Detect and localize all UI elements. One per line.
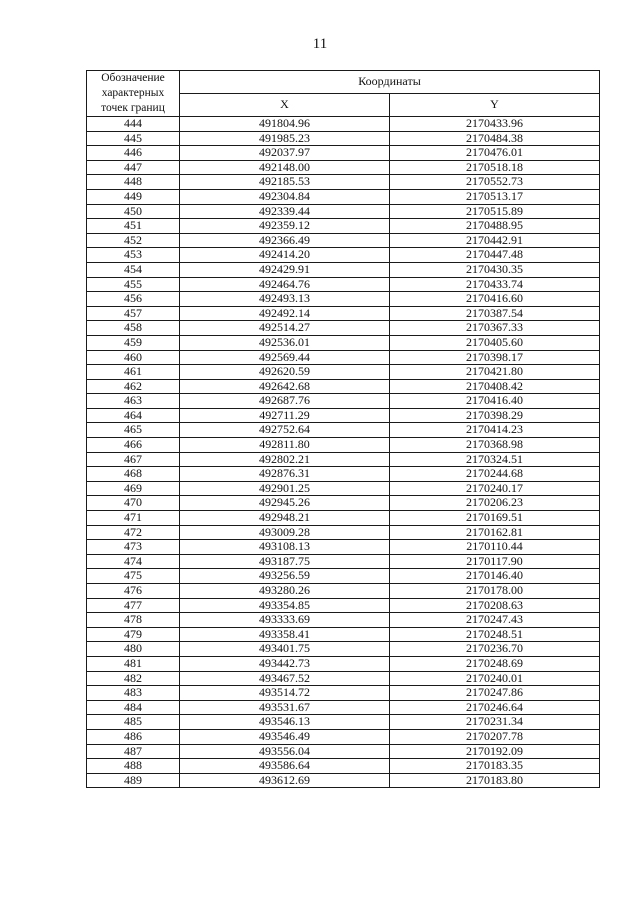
x-coordinate-cell: 492148.00 (180, 160, 390, 175)
point-cell: 452 (87, 233, 180, 248)
y-coordinate-cell: 2170488.95 (390, 219, 600, 234)
table-row (87, 394, 600, 409)
table-row (87, 481, 600, 496)
x-coordinate-cell: 493586.64 (180, 759, 390, 774)
point-cell: 460 (87, 350, 180, 365)
y-coordinate-cell: 2170247.86 (390, 686, 600, 701)
x-coordinate-cell: 493333.69 (180, 613, 390, 628)
x-coordinate-cell: 492901.25 (180, 481, 390, 496)
x-coordinate-cell: 493546.13 (180, 715, 390, 730)
table-row (87, 744, 600, 759)
y-coordinate-cell: 2170398.29 (390, 408, 600, 423)
table-row (87, 189, 600, 204)
y-coordinate-cell: 2170405.60 (390, 335, 600, 350)
y-coordinate-cell: 2170169.51 (390, 511, 600, 526)
y-coordinate-cell: 2170236.70 (390, 642, 600, 657)
table-row (87, 569, 600, 584)
y-coordinate-cell: 2170484.38 (390, 131, 600, 146)
point-cell: 472 (87, 525, 180, 540)
x-coordinate-cell: 493546.49 (180, 729, 390, 744)
y-coordinate-cell: 2170247.43 (390, 613, 600, 628)
x-coordinate-cell: 492414.20 (180, 248, 390, 263)
table-row (87, 379, 600, 394)
table-body (87, 117, 600, 788)
point-cell: 464 (87, 408, 180, 423)
y-coordinate-cell: 2170244.68 (390, 467, 600, 482)
page-number: 11 (312, 36, 328, 52)
table-row (87, 262, 600, 277)
table-row (87, 292, 600, 307)
table-row (87, 584, 600, 599)
x-coordinate-cell: 493401.75 (180, 642, 390, 657)
x-coordinate-cell: 493108.13 (180, 540, 390, 555)
point-cell: 451 (87, 219, 180, 234)
table-header (87, 71, 600, 117)
y-coordinate-cell: 2170207.78 (390, 729, 600, 744)
table-row (87, 598, 600, 613)
point-cell: 475 (87, 569, 180, 584)
y-coordinate-cell: 2170162.81 (390, 525, 600, 540)
point-cell: 483 (87, 686, 180, 701)
y-coordinate-cell: 2170192.09 (390, 744, 600, 759)
point-cell: 487 (87, 744, 180, 759)
point-cell: 446 (87, 146, 180, 161)
y-coordinate-cell: 2170246.64 (390, 700, 600, 715)
point-cell: 453 (87, 248, 180, 263)
table-row (87, 627, 600, 642)
coordinates-table (86, 70, 600, 788)
x-coordinate-cell: 492536.01 (180, 335, 390, 350)
x-coordinate-cell: 492359.12 (180, 219, 390, 234)
y-coordinate-cell: 2170110.44 (390, 540, 600, 555)
point-cell: 484 (87, 700, 180, 715)
table-row (87, 613, 600, 628)
x-coordinate-cell: 492185.53 (180, 175, 390, 190)
table-row (87, 335, 600, 350)
table-row (87, 117, 600, 132)
x-coordinate-cell: 492687.76 (180, 394, 390, 409)
x-coordinate-cell: 492037.97 (180, 146, 390, 161)
point-cell: 477 (87, 598, 180, 613)
x-coordinate-cell: 491804.96 (180, 117, 390, 132)
point-cell: 455 (87, 277, 180, 292)
table-row (87, 306, 600, 321)
point-designation-header: Обозначение характерных точек границ (87, 71, 180, 117)
point-cell: 448 (87, 175, 180, 190)
point-cell: 467 (87, 452, 180, 467)
y-coordinate-cell: 2170416.40 (390, 394, 600, 409)
x-coordinate-cell: 492339.44 (180, 204, 390, 219)
point-cell: 444 (87, 117, 180, 132)
x-coordinate-cell: 492802.21 (180, 452, 390, 467)
x-coordinate-cell: 492811.80 (180, 438, 390, 453)
y-coordinate-cell: 2170552.73 (390, 175, 600, 190)
point-cell: 469 (87, 481, 180, 496)
point-cell: 486 (87, 729, 180, 744)
y-coordinate-cell: 2170513.17 (390, 189, 600, 204)
y-coordinate-cell: 2170183.35 (390, 759, 600, 774)
point-cell: 465 (87, 423, 180, 438)
point-cell: 489 (87, 773, 180, 788)
x-coordinate-cell: 493358.41 (180, 627, 390, 642)
point-cell: 478 (87, 613, 180, 628)
point-cell: 488 (87, 759, 180, 774)
x-coordinate-cell: 491985.23 (180, 131, 390, 146)
x-coordinate-cell: 492642.68 (180, 379, 390, 394)
table-row (87, 277, 600, 292)
table-row (87, 423, 600, 438)
y-column-header: Y (390, 94, 600, 117)
y-coordinate-cell: 2170324.51 (390, 452, 600, 467)
y-coordinate-cell: 2170430.35 (390, 262, 600, 277)
point-cell: 449 (87, 189, 180, 204)
point-cell: 474 (87, 554, 180, 569)
point-cell: 468 (87, 467, 180, 482)
table-row (87, 204, 600, 219)
point-cell: 462 (87, 379, 180, 394)
y-coordinate-cell: 2170248.51 (390, 627, 600, 642)
x-coordinate-cell: 492366.49 (180, 233, 390, 248)
point-cell: 458 (87, 321, 180, 336)
y-coordinate-cell: 2170408.42 (390, 379, 600, 394)
y-coordinate-cell: 2170416.60 (390, 292, 600, 307)
y-coordinate-cell: 2170240.17 (390, 481, 600, 496)
x-coordinate-cell: 493612.69 (180, 773, 390, 788)
y-coordinate-cell: 2170183.80 (390, 773, 600, 788)
table-row (87, 321, 600, 336)
table-row (87, 146, 600, 161)
x-coordinate-cell: 492493.13 (180, 292, 390, 307)
table-row (87, 408, 600, 423)
x-coordinate-cell: 492569.44 (180, 350, 390, 365)
y-coordinate-cell: 2170117.90 (390, 554, 600, 569)
table-row (87, 248, 600, 263)
table-row (87, 700, 600, 715)
x-coordinate-cell: 493256.59 (180, 569, 390, 584)
x-coordinate-cell: 493531.67 (180, 700, 390, 715)
y-coordinate-cell: 2170447.48 (390, 248, 600, 263)
x-coordinate-cell: 493354.85 (180, 598, 390, 613)
table-row (87, 773, 600, 788)
y-coordinate-cell: 2170367.33 (390, 321, 600, 336)
point-cell: 456 (87, 292, 180, 307)
x-coordinate-cell: 492620.59 (180, 365, 390, 380)
x-coordinate-cell: 492464.76 (180, 277, 390, 292)
y-coordinate-cell: 2170414.23 (390, 423, 600, 438)
y-coordinate-cell: 2170433.74 (390, 277, 600, 292)
table-row (87, 511, 600, 526)
coordinates-header: Координаты (180, 71, 600, 94)
table-row (87, 729, 600, 744)
table-row (87, 233, 600, 248)
point-cell: 479 (87, 627, 180, 642)
x-coordinate-cell: 492429.91 (180, 262, 390, 277)
table-row (87, 715, 600, 730)
table-row (87, 525, 600, 540)
point-cell: 481 (87, 656, 180, 671)
point-cell: 471 (87, 511, 180, 526)
point-cell: 450 (87, 204, 180, 219)
point-cell: 485 (87, 715, 180, 730)
y-coordinate-cell: 2170476.01 (390, 146, 600, 161)
x-coordinate-cell: 492304.84 (180, 189, 390, 204)
table-row (87, 686, 600, 701)
x-coordinate-cell: 492492.14 (180, 306, 390, 321)
point-cell: 447 (87, 160, 180, 175)
table-row (87, 452, 600, 467)
y-coordinate-cell: 2170208.63 (390, 598, 600, 613)
x-coordinate-cell: 493467.52 (180, 671, 390, 686)
y-coordinate-cell: 2170421.80 (390, 365, 600, 380)
table-row (87, 671, 600, 686)
point-cell: 463 (87, 394, 180, 409)
y-coordinate-cell: 2170146.40 (390, 569, 600, 584)
x-coordinate-cell: 493280.26 (180, 584, 390, 599)
y-coordinate-cell: 2170178.00 (390, 584, 600, 599)
point-cell: 466 (87, 438, 180, 453)
point-cell: 459 (87, 335, 180, 350)
y-coordinate-cell: 2170515.89 (390, 204, 600, 219)
y-coordinate-cell: 2170398.17 (390, 350, 600, 365)
y-coordinate-cell: 2170240.01 (390, 671, 600, 686)
y-coordinate-cell: 2170518.18 (390, 160, 600, 175)
point-cell: 476 (87, 584, 180, 599)
y-coordinate-cell: 2170442.91 (390, 233, 600, 248)
table-row (87, 656, 600, 671)
table-row (87, 554, 600, 569)
x-coordinate-cell: 493442.73 (180, 656, 390, 671)
table-row (87, 540, 600, 555)
table-row (87, 350, 600, 365)
table-row (87, 496, 600, 511)
y-coordinate-cell: 2170433.96 (390, 117, 600, 132)
x-column-header: X (180, 94, 390, 117)
x-coordinate-cell: 492948.21 (180, 511, 390, 526)
point-cell: 480 (87, 642, 180, 657)
table-row (87, 365, 600, 380)
point-cell: 454 (87, 262, 180, 277)
table-row (87, 467, 600, 482)
y-coordinate-cell: 2170387.54 (390, 306, 600, 321)
table-row (87, 160, 600, 175)
table-row (87, 642, 600, 657)
table-row (87, 219, 600, 234)
point-cell: 482 (87, 671, 180, 686)
x-coordinate-cell: 493187.75 (180, 554, 390, 569)
table-row (87, 131, 600, 146)
y-coordinate-cell: 2170206.23 (390, 496, 600, 511)
y-coordinate-cell: 2170231.34 (390, 715, 600, 730)
x-coordinate-cell: 493514.72 (180, 686, 390, 701)
x-coordinate-cell: 492514.27 (180, 321, 390, 336)
x-coordinate-cell: 492711.29 (180, 408, 390, 423)
point-cell: 470 (87, 496, 180, 511)
x-coordinate-cell: 492752.64 (180, 423, 390, 438)
x-coordinate-cell: 493556.04 (180, 744, 390, 759)
point-cell: 445 (87, 131, 180, 146)
point-cell: 473 (87, 540, 180, 555)
table-row (87, 759, 600, 774)
table-row (87, 175, 600, 190)
point-cell: 461 (87, 365, 180, 380)
y-coordinate-cell: 2170368.98 (390, 438, 600, 453)
y-coordinate-cell: 2170248.69 (390, 656, 600, 671)
point-cell: 457 (87, 306, 180, 321)
x-coordinate-cell: 492945.26 (180, 496, 390, 511)
table-row (87, 438, 600, 453)
x-coordinate-cell: 492876.31 (180, 467, 390, 482)
x-coordinate-cell: 493009.28 (180, 525, 390, 540)
